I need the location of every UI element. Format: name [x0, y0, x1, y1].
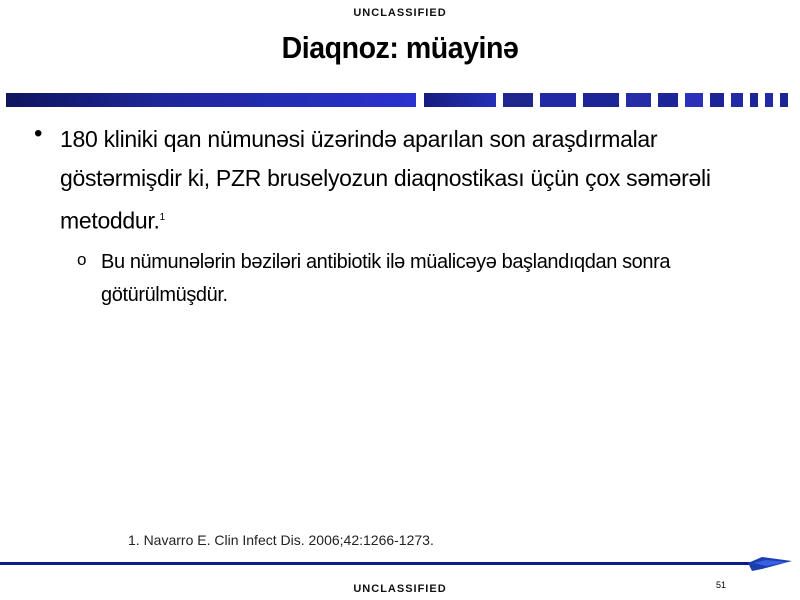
bullet-marker: • — [34, 120, 43, 147]
classification-header: UNCLASSIFIED — [353, 7, 447, 19]
bullet-text — [60, 120, 740, 241]
reference-citation: 1. Navarro E. Clin Infect Dis. 2006;42:1266-1273. — [128, 532, 434, 548]
sub-bullet-marker: o — [77, 250, 87, 269]
title-underline-band — [6, 93, 796, 107]
footnote-marker: 1 — [159, 212, 165, 223]
arrow-icon — [748, 553, 792, 573]
classification-footer: UNCLASSIFIED — [353, 583, 447, 595]
page-number: 51 — [716, 580, 727, 590]
bullet-text-body: 180 kliniki qan nümunəsi üzərində aparılan son araşdırmalar göstərmişdir ki, PZR bruselyozun diaqnostikası üçün çox səmərəli metoddur. — [60, 126, 711, 234]
slide-title: Diaqnoz: müayinə — [281, 30, 519, 65]
footer-rule — [0, 562, 760, 565]
sub-bullet-text: Bu nümunələrin bəziləri antibiotik ilə müalicəyə başlandıqdan sonra götürülmüşdür. — [101, 251, 671, 306]
